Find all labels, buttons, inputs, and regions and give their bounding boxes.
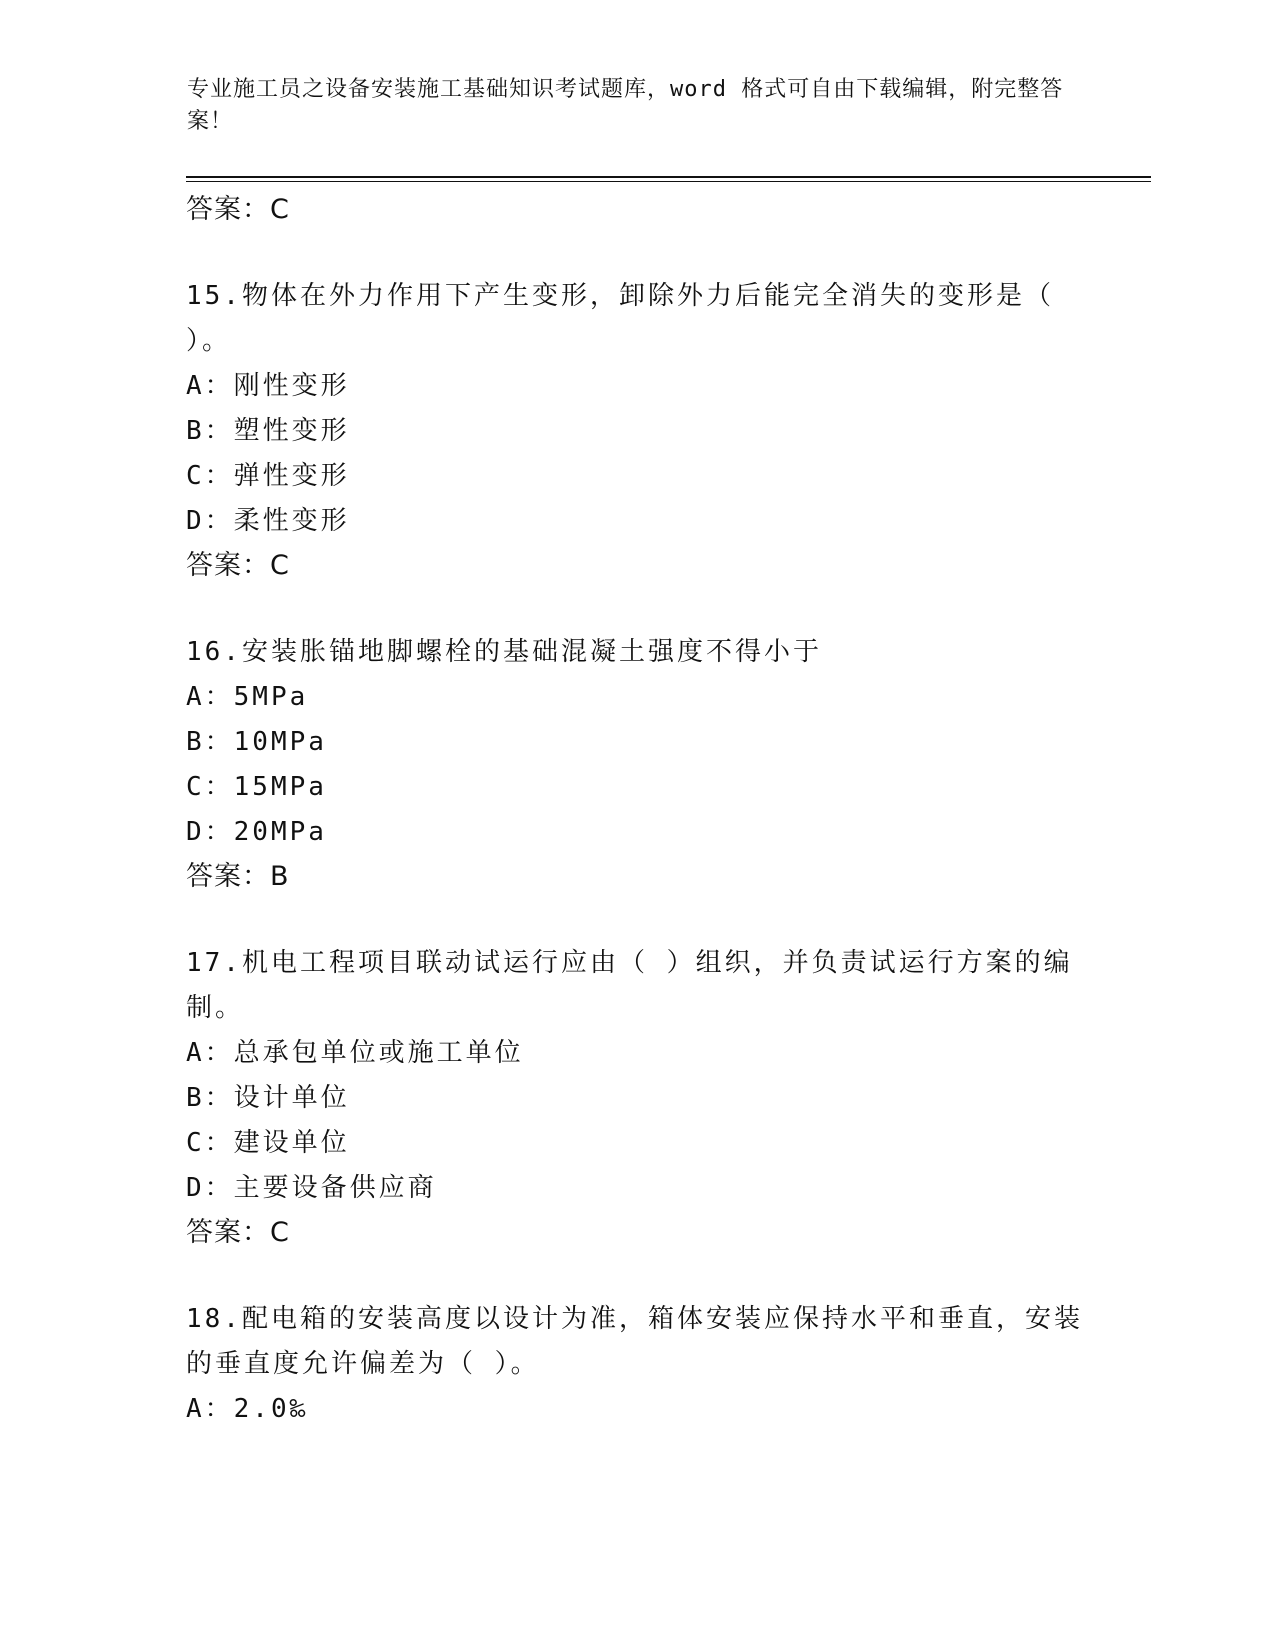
option-label: C： xyxy=(186,772,234,802)
option-b xyxy=(186,720,1086,765)
option-d xyxy=(186,1166,1086,1211)
answer: 答案：C xyxy=(186,550,290,581)
question-text: 16.安装胀锚地脚螺栓的基础混凝土强度不得小于 xyxy=(186,637,822,667)
option-d xyxy=(186,810,1086,855)
header-rule-thick xyxy=(186,176,1151,178)
option-label: D： xyxy=(186,1173,234,1203)
option-label: B： xyxy=(186,1083,234,1113)
option-c xyxy=(186,765,1086,810)
option-label: A： xyxy=(186,1394,234,1424)
question-15 xyxy=(186,274,1086,588)
option-c xyxy=(186,1121,1086,1166)
option-text: 20MPa xyxy=(233,817,327,847)
option-text: 柔性变形 xyxy=(233,506,350,536)
option-text: 总承包单位或施工单位 xyxy=(233,1038,524,1068)
previous-answer: 答案：C xyxy=(186,194,290,225)
header-rule-thin xyxy=(186,181,1151,182)
option-b xyxy=(186,409,1086,454)
option-text: 2.0‰ xyxy=(233,1394,309,1424)
option-d xyxy=(186,499,1086,544)
option-label: C： xyxy=(186,1128,234,1158)
option-text: 5MPa xyxy=(233,682,309,712)
question-list xyxy=(186,188,1086,1474)
option-text: 建设单位 xyxy=(233,1128,350,1158)
option-a xyxy=(186,364,1086,409)
option-a xyxy=(186,675,1086,720)
question-17 xyxy=(186,941,1086,1255)
question-16 xyxy=(186,630,1086,899)
option-a xyxy=(186,1031,1086,1076)
option-label: B： xyxy=(186,416,234,446)
question-text: 15.物体在外力作用下产生变形，卸除外力后能完全消失的变形是（ ）。 xyxy=(186,281,1054,356)
question-text: 18.配电箱的安装高度以设计为准，箱体安装应保持水平和垂直，安装的垂直度允许偏差为（ ）。 xyxy=(186,1304,1083,1379)
question-text: 17.机电工程项目联动试运行应由（ ）组织，并负责试运行方案的编制。 xyxy=(186,948,1073,1023)
option-text: 15MPa xyxy=(233,772,327,802)
option-label: A： xyxy=(186,682,234,712)
option-a xyxy=(186,1387,1086,1432)
answer: 答案：C xyxy=(186,1217,290,1248)
option-text: 塑性变形 xyxy=(233,416,350,446)
page-header: 专业施工员之设备安装施工基础知识考试题库，word 格式可自由下载编辑，附完整答案！ xyxy=(187,77,1064,134)
option-text: 10MPa xyxy=(233,727,327,757)
option-b xyxy=(186,1076,1086,1121)
option-c xyxy=(186,454,1086,499)
option-label: D： xyxy=(186,817,234,847)
option-label: D： xyxy=(186,506,234,536)
option-text: 弹性变形 xyxy=(233,461,350,491)
option-text: 设计单位 xyxy=(233,1083,350,1113)
option-label: B： xyxy=(186,727,234,757)
option-label: A： xyxy=(186,371,234,401)
option-label: C： xyxy=(186,461,234,491)
option-text: 主要设备供应商 xyxy=(233,1173,437,1203)
option-text: 刚性变形 xyxy=(233,371,350,401)
question-18 xyxy=(186,1297,1086,1432)
answer: 答案：B xyxy=(186,861,290,892)
option-label: A： xyxy=(186,1038,234,1068)
